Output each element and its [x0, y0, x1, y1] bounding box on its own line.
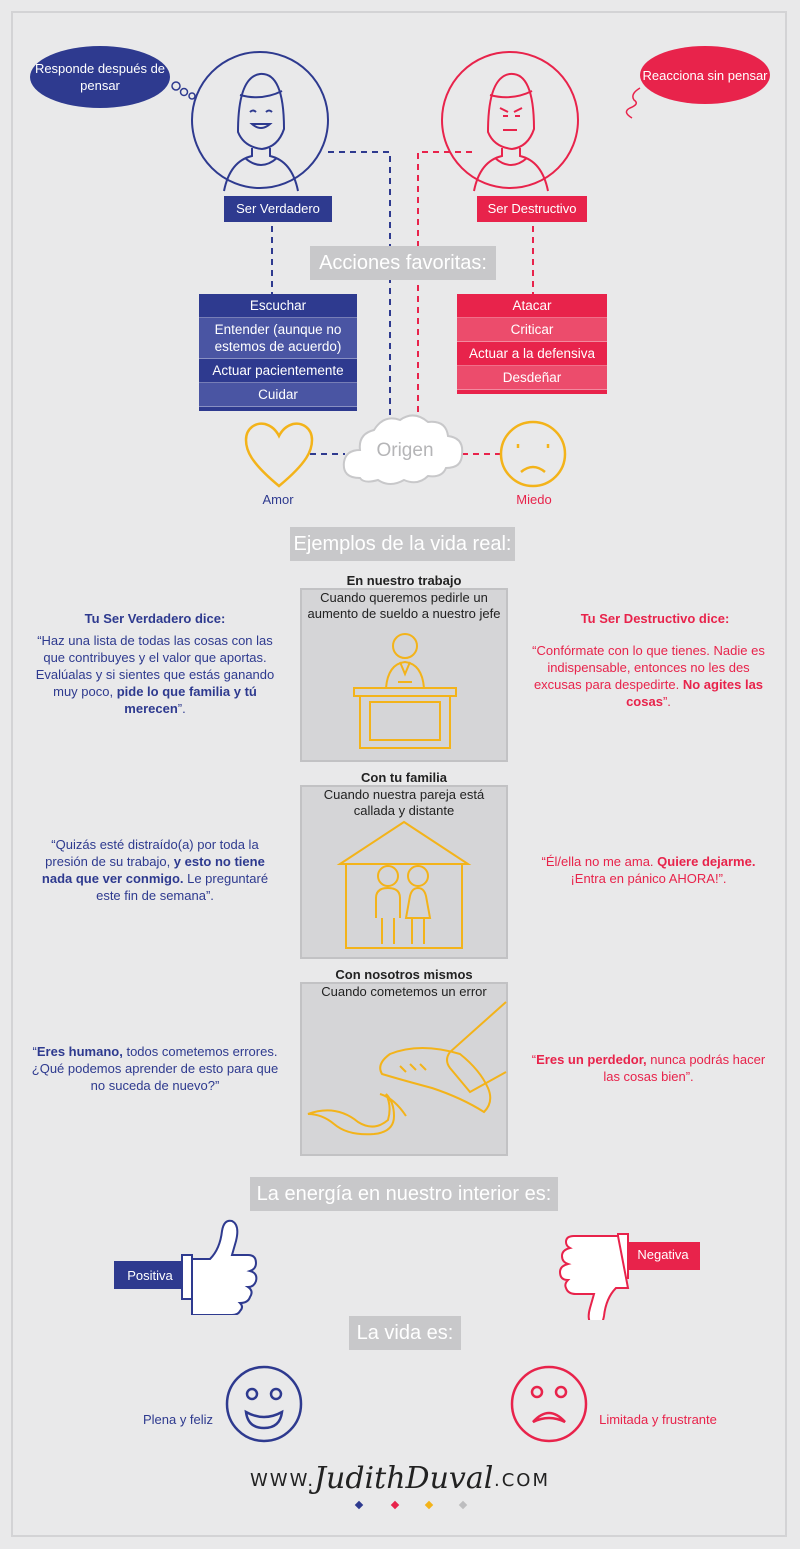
quote-emphasis: pide lo que familia y tú merecen	[116, 684, 257, 716]
quote-destructive-self	[526, 1051, 771, 1085]
quote-destructive-work	[526, 642, 771, 710]
happy-face-icon	[222, 1362, 306, 1446]
quote-text: ”.	[177, 701, 186, 716]
list-item: Cuidar	[199, 383, 357, 407]
list-item: Entender (aunque no estemos de acuerdo)	[199, 318, 357, 359]
boss-desk-illustration	[300, 620, 508, 760]
destructive-self-person-icon	[474, 74, 548, 191]
scene-title-family: Con tu familia	[361, 770, 447, 785]
quote-text: ¡Entra en pánico AHORA!”.	[570, 871, 727, 886]
quote-text: “	[531, 1052, 537, 1067]
origin-label: Origen	[376, 440, 434, 461]
actions-heading: Acciones favoritas:	[310, 246, 496, 280]
thumbs-up-icon	[110, 1215, 270, 1315]
list-item: Criticar	[457, 318, 607, 342]
true-actions-list	[199, 294, 357, 411]
sad-face-icon	[507, 1362, 591, 1446]
list-item: Actuar pacientemente	[199, 359, 357, 383]
scene-title-self: Con nosotros mismos	[335, 967, 473, 982]
quote-emphasis: Eres humano,	[36, 1044, 123, 1059]
svg-text:JudithDuval: JudithDuval	[314, 1461, 494, 1496]
speech-bubble-true: Responde después de pensar	[30, 46, 170, 108]
destructive-self-label: Ser Destructivo	[477, 196, 587, 222]
quote-true-work	[30, 632, 280, 717]
true-self-person-icon	[224, 74, 298, 191]
quote-emphasis: Eres un perdedor,	[536, 1052, 647, 1067]
list-item: Escuchar	[199, 294, 357, 318]
quote-text: Le preguntaré este fin de semana”.	[96, 871, 269, 903]
list-item: Actuar a la defensiva	[457, 342, 607, 366]
fear-label: Miedo	[516, 492, 552, 507]
true-self-label: Ser Verdadero	[224, 196, 332, 222]
quote-text: todos cometemos errores. ¿Qué podemos aprender de esto para que no suceda de nuevo?”	[31, 1044, 279, 1093]
scene-subtitle-family: Cuando nuestra pareja está callada y distante	[323, 787, 485, 818]
list-item: Desdeñar	[457, 366, 607, 390]
squiggle-icon	[626, 88, 640, 118]
scene-subtitle-self: Cuando cometemos un error	[321, 984, 487, 999]
list-item: Atacar	[457, 294, 607, 318]
happy-label: Plena y feliz	[142, 1412, 214, 1427]
quote-text: ”.	[662, 694, 671, 709]
destructive-self-says-title: Tu Ser Destructivo dice:	[580, 611, 730, 626]
true-self-circle	[192, 52, 328, 188]
life-heading: La vida es:	[349, 1316, 461, 1350]
worried-face-icon	[501, 422, 565, 486]
thumbs-down-icon	[540, 1220, 710, 1320]
energy-heading: La energía en nuestro interior es:	[250, 1177, 558, 1211]
love-label: Amor	[262, 492, 294, 507]
destructive-self-circle	[442, 52, 578, 188]
quote-destructive-family	[526, 853, 771, 887]
quote-emphasis: Quiere dejarme.	[657, 854, 756, 869]
quote-text: “Confórmate con lo que tienes. Nadie es indispensable, entonces no les des excusas para despedirte.	[532, 643, 765, 692]
true-self-says-title: Tu Ser Verdadero dice:	[84, 611, 226, 626]
signature-logo	[308, 1450, 498, 1514]
scene-subtitle-work: Cuando queremos pedirle un aumento de sueldo a nuestro jefe	[307, 590, 501, 621]
footer-prefix: WWW.	[250, 1470, 316, 1491]
quote-true-self	[30, 1043, 280, 1094]
heart-icon	[246, 424, 312, 486]
scene-title-work: En nuestro trabajo	[346, 573, 462, 588]
quote-text: “	[32, 1044, 37, 1059]
quote-text: “Haz una lista de todas las cosas con las que contribuyes y el valor que aportas. Evalúalas y si sientes que estás ganando muy poco,	[35, 633, 275, 699]
couple-house-illustration	[300, 818, 508, 958]
negative-label: Negativa	[637, 1247, 689, 1262]
destructive-actions-list	[457, 294, 607, 394]
quote-true-family	[30, 836, 280, 904]
positive-label: Positiva	[127, 1268, 173, 1283]
examples-heading: Ejemplos de la vida real:	[290, 527, 515, 561]
speech-bubble-destructive: Reacciona sin pensar	[640, 46, 770, 104]
sad-label: Limitada y frustrante	[599, 1412, 717, 1427]
quote-text: “Él/ella no me ama.	[541, 854, 658, 869]
banana-slip-illustration	[300, 982, 508, 1156]
quote-text: nunca podrás hacer las cosas bien”.	[603, 1052, 766, 1084]
quote-emphasis: y esto no tiene nada que ver conmigo.	[41, 854, 265, 886]
quote-text: “Quizás esté distraído(a) por toda la presión de su trabajo,	[45, 837, 259, 869]
footer-suffix: .COM	[494, 1470, 550, 1491]
quote-emphasis: No agites las cosas	[626, 677, 764, 709]
